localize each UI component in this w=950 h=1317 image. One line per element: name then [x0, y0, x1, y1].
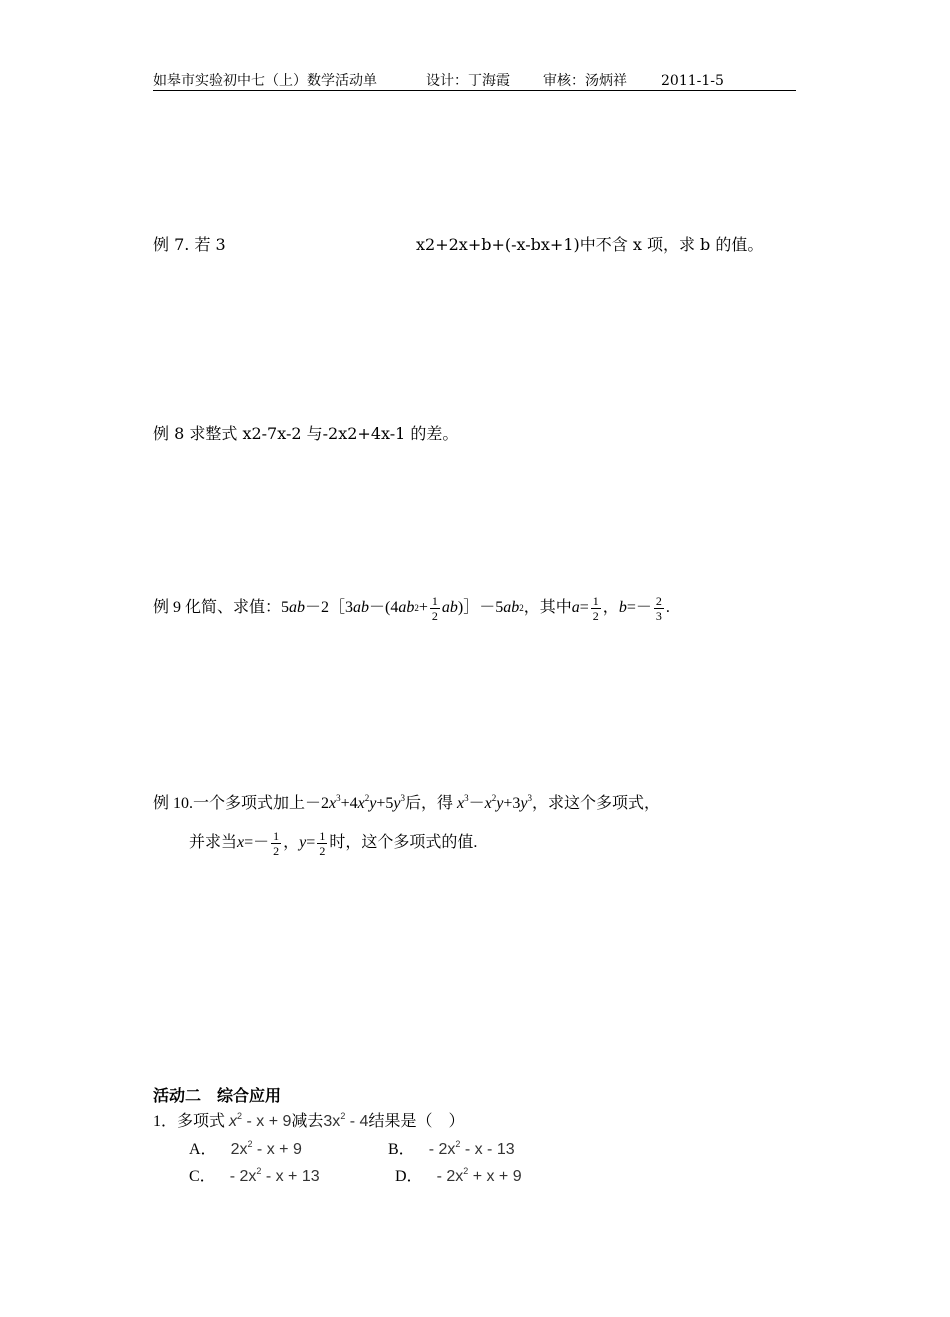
- fraction-half: $\frac{1}{2}$: [431, 593, 438, 623]
- example-7-text: x2+2x+b+(-x-bx+1)中不含 x 项，求 b 的值。: [416, 235, 764, 254]
- option-b[interactable]: B． - $2x^2$ - x - 13: [388, 1139, 515, 1158]
- example-9: 例 9 化简、求值： 5 ab －2［3 ab －(4 ab 2 + $\frac{1}{2}$ ab )］－5 ab 2 ，其中 a = $\frac{1}{2}$ ， b =－ $\frac{2}{3}$ .: [153, 593, 670, 623]
- header-school: 如皋市实验初中七（上）数学活动单: [153, 73, 377, 89]
- option-a[interactable]: A． $2x^2 - x + 9$: [189, 1139, 302, 1158]
- example-10-line1: 例 10.一个多项式加上$-2x^3+4x^2y+5y^3$后，得 $x^3-x^2y+3y^3$，求这个多项式，: [153, 793, 661, 812]
- page-header: [153, 72, 796, 91]
- fraction-a: $\frac{1}{2}$: [592, 593, 599, 623]
- ex9-prefix: 例 9 化简、求值：: [153, 599, 282, 616]
- fraction-b: $\frac{2}{3}$: [655, 593, 662, 623]
- question-1: 1．多项式 $x^2 - x + 9$减去$3x^2 - 4$结果是（ ）: [153, 1111, 465, 1130]
- example-8-text: 例 8 求整式 x2-7x-2 与-2x2+4x-1 的差。: [153, 424, 459, 443]
- example-7-label: 例 7. 若 3: [153, 235, 226, 254]
- activity-2-title: 活动二 综合应用: [153, 1086, 282, 1105]
- header-designer: 设计：丁海霞: [426, 73, 510, 89]
- header-date: 2011-1-5: [661, 73, 724, 89]
- example-10-line2: 并求当 x =－ $\frac{1}{2}$ ， y = $\frac{1}{2}$ 时，这个多项式的值.: [189, 828, 478, 858]
- fraction-y: $\frac{1}{2}$: [319, 828, 326, 858]
- fraction-x: $\frac{1}{2}$: [273, 828, 280, 858]
- option-d[interactable]: D． - $2x^2 + x + 9$: [395, 1166, 522, 1185]
- header-reviewer: 审核：汤炳祥: [543, 73, 627, 89]
- option-c[interactable]: C． - $2x^2 - x + 13$: [189, 1166, 320, 1185]
